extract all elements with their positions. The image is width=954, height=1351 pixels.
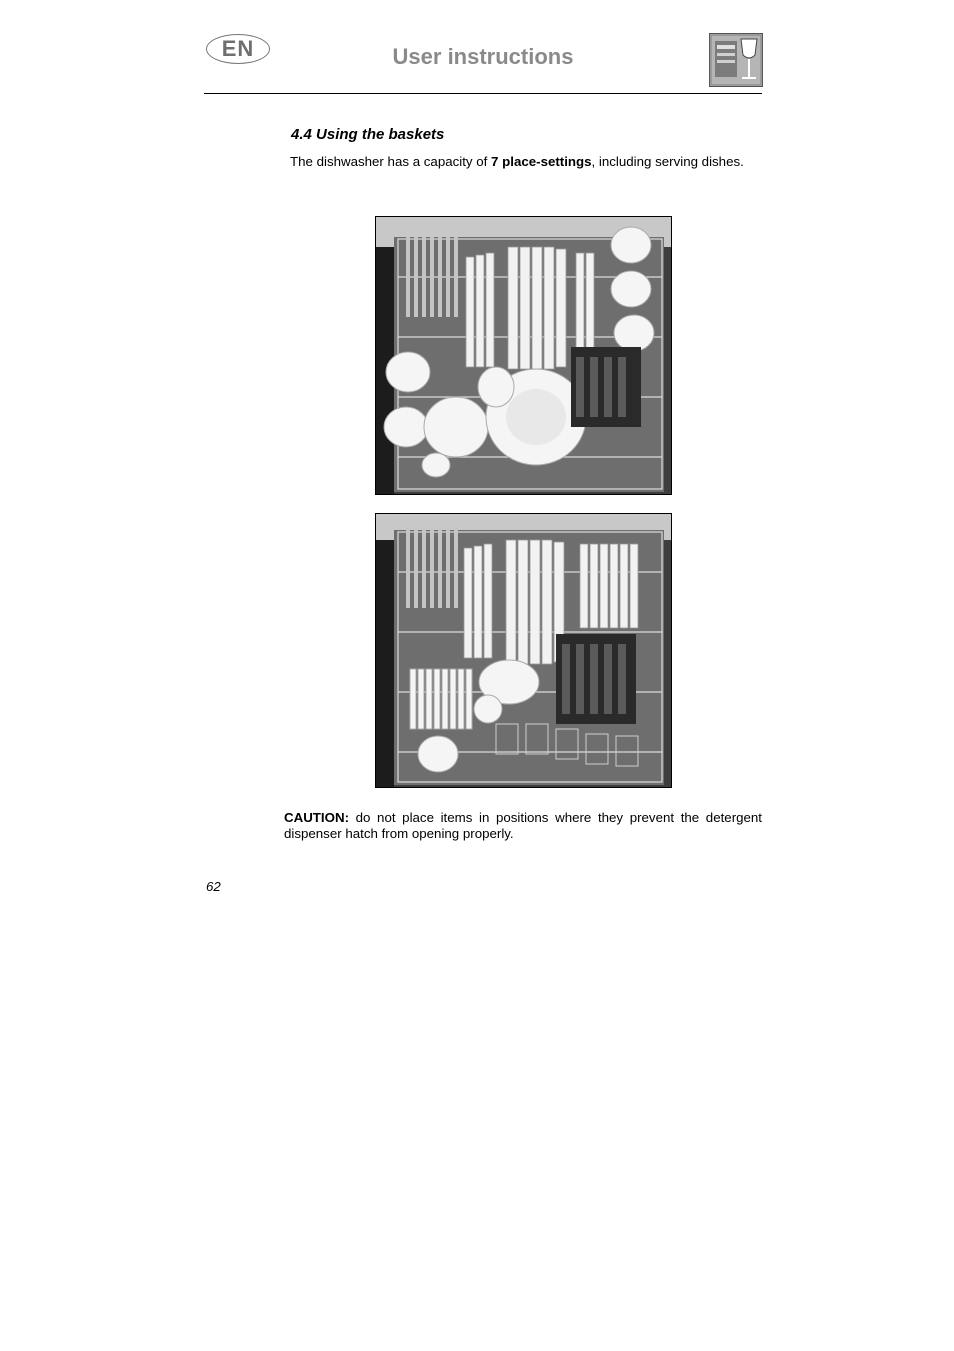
intro-text-start: The dishwasher has a capacity of [290,154,492,169]
header-divider [204,93,762,94]
basket-photo [375,216,672,495]
intro-place-settings: 7 place-settings [491,154,592,169]
intro-paragraph [290,153,761,170]
page-number: 62 [206,879,221,894]
caution-label: CAUTION: [284,810,349,825]
language-code: EN [221,36,255,61]
section-title: 4.4 Using the baskets [291,126,445,143]
page-header-title: User instructions [392,44,574,69]
basket-photo [375,513,672,788]
caution-note [284,810,762,842]
intro-text-end: , including serving dishes. [591,154,744,169]
dishwasher-glass-icon [709,33,763,87]
caution-text: do not place items in positions where they prevent the detergent dispenser hatch from opening properly. [284,810,762,841]
